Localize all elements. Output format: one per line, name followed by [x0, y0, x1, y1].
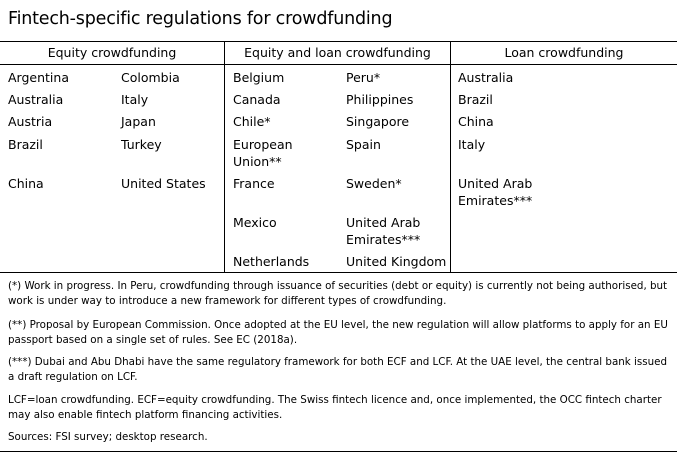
country-cell: France	[233, 176, 275, 191]
country-cell: Sweden*	[346, 176, 402, 191]
country-cell: Philippines	[346, 92, 414, 107]
country-cell: Belgium	[233, 70, 285, 85]
country-cell: Turkey	[121, 137, 162, 152]
country-cell: European Union**	[233, 137, 293, 169]
country-cell: China	[458, 114, 494, 129]
bottom-rule	[0, 451, 677, 452]
header-rule	[0, 64, 677, 65]
sources-note: Sources: FSI survey; desktop research.	[8, 431, 208, 443]
country-cell: Japan	[121, 114, 156, 129]
column-divider-left	[224, 42, 225, 272]
country-cell: China	[8, 176, 44, 191]
footnote: LCF=loan crowdfunding. ECF=equity crowdfunding. The Swiss fintech licence and, once implemented, the OCC fintech charter may also enable fintech platform financing activities.	[8, 394, 662, 421]
country-cell: Singapore	[346, 114, 410, 129]
column-divider-right	[450, 42, 451, 272]
top-rule	[0, 41, 677, 42]
country-cell: Australia	[458, 70, 514, 85]
footnote: (*) Work in progress. In Peru, crowdfunding through issuance of securities (debt or equity) is currently not being authorised, but work is under way to introduce a new framework for different types of crowdfunding.	[8, 280, 668, 307]
country-cell: Italy	[458, 137, 486, 152]
country-cell: Italy	[121, 92, 149, 107]
country-cell: Mexico	[233, 215, 277, 230]
country-cell: Brazil	[8, 137, 43, 152]
country-cell: Argentina	[8, 70, 69, 85]
country-cell: Austria	[8, 114, 53, 129]
footnote: (***) Dubai and Abu Dhabi have the same regulatory framework for both ECF and LCF. At the UAE level, the central bank issued a draft regulation on LCF.	[8, 356, 668, 383]
country-cell: Spain	[346, 137, 381, 152]
country-cell: Chile*	[233, 114, 271, 129]
country-cell: United Kingdom	[346, 254, 447, 269]
country-cell: Brazil	[458, 92, 493, 107]
country-cell: Peru*	[346, 70, 381, 85]
country-cell: United Arab Emirates***	[346, 215, 421, 247]
country-cell: Netherlands	[233, 254, 310, 269]
country-cell: Colombia	[121, 70, 180, 85]
country-cell: Australia	[8, 92, 64, 107]
header-equity-crowdfunding: Equity crowdfunding	[47, 45, 177, 60]
country-cell: Canada	[233, 92, 281, 107]
table-bottom-rule	[0, 272, 677, 273]
country-cell: United States	[121, 176, 206, 191]
page-title: Fintech-specific regulations for crowdfunding	[8, 9, 393, 29]
header-equity-and-loan-crowdfunding: Equity and loan crowdfunding	[244, 45, 431, 60]
header-loan-crowdfunding: Loan crowdfunding	[504, 45, 624, 60]
country-cell: United Arab Emirates***	[458, 176, 533, 208]
footnote: (**) Proposal by European Commission. Once adopted at the EU level, the new regulation will allow platforms to apply for an EU passport based on a single set of rules. See EC (2018a).	[8, 319, 668, 346]
